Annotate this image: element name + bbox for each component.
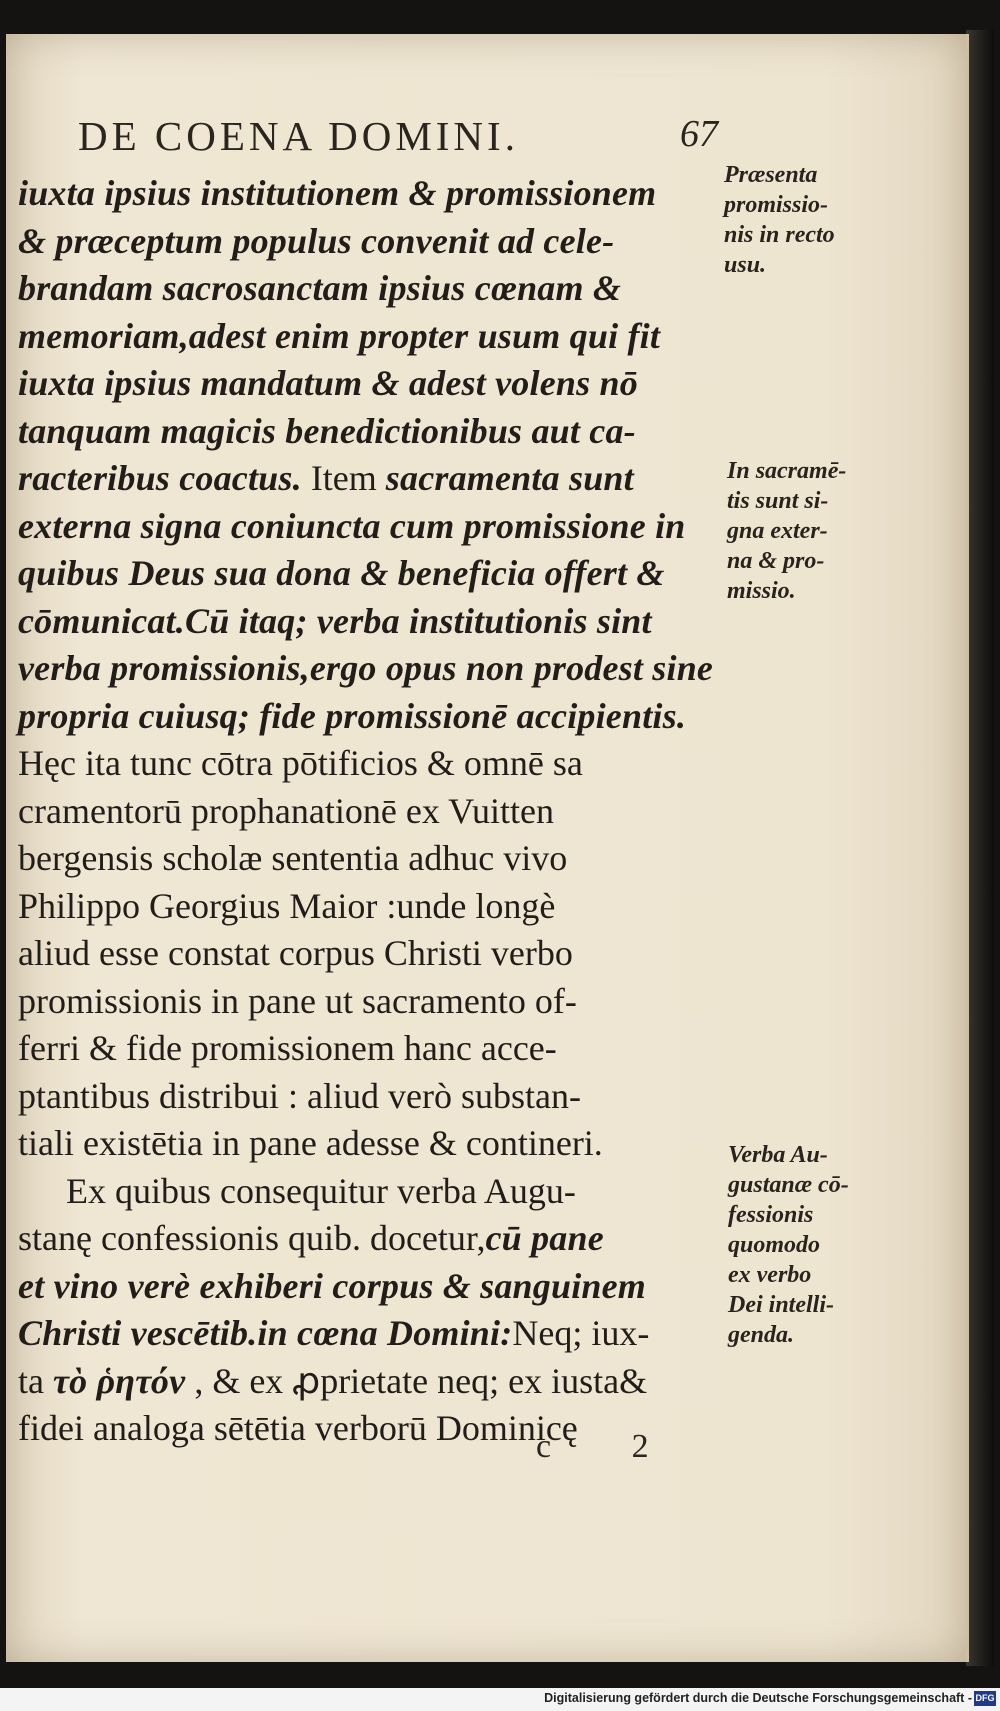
signature-mark: c 2 [536, 1428, 685, 1465]
margin-note-line: na & pro- [727, 548, 825, 574]
text-segment: bergensis scholæ sententia adhuc vivo [18, 838, 568, 878]
text-line [18, 1358, 718, 1406]
text-line [18, 1215, 718, 1263]
margin-note-presentia [724, 160, 835, 280]
text-segment: verba promissionis,ergo opus non prodest sine [18, 648, 714, 688]
text-line [18, 1120, 718, 1168]
text-segment: & præceptum populus convenit ad cele- [18, 220, 615, 261]
margin-note-line: missio. [727, 578, 796, 604]
text-segment: cū pane [485, 1218, 604, 1258]
text-segment: Hęc ita tunc cōtra pōtificios & omnē sa [18, 743, 583, 783]
text-segment: cōmunicat.Cū itaq; verba institutionis sint [18, 600, 652, 641]
text-line [18, 170, 718, 218]
text-segment: stanę confessionis quib. docetur, [18, 1218, 486, 1258]
text-line [18, 835, 718, 883]
text-line [18, 265, 718, 313]
text-segment: quibus Deus sua dona & beneficia offert & [18, 553, 665, 593]
margin-note-line: promissio- [724, 192, 829, 218]
margin-note-line: Verba Au- [728, 1142, 828, 1168]
text-line [18, 978, 718, 1026]
text-line [18, 218, 718, 266]
book-fore-edge [966, 30, 994, 1666]
text-line [18, 598, 718, 646]
text-line [18, 455, 718, 503]
text-segment: τὸ ῥητόν [52, 1360, 186, 1401]
text-line [18, 1168, 718, 1216]
text-segment: iuxta ipsius institutionem & promissionem [18, 173, 657, 213]
text-line [18, 1025, 718, 1073]
text-segment: , & ex ꝓprietate neq; ex iusta& [185, 1360, 648, 1401]
text-segment: racteribus coactus. [18, 458, 302, 498]
margin-note-verba-augustanae [728, 1140, 849, 1350]
margin-note-line: genda. [728, 1322, 794, 1348]
text-segment: et vino verè exhiberi corpus & sanguinem [18, 1265, 646, 1306]
margin-note-line: nis in recto [724, 222, 835, 248]
text-segment: Item [301, 458, 386, 498]
text-segment: iuxta ipsius mandatum & adest volens nō [18, 363, 638, 403]
text-line [18, 503, 718, 551]
text-line [18, 1310, 718, 1358]
digitization-footer [0, 1688, 1000, 1711]
text-line [18, 360, 718, 408]
running-title: DE COENA DOMINI. [78, 113, 519, 159]
page-header [78, 112, 718, 164]
text-segment: ptantibus distribui : aliud verò substan- [18, 1075, 581, 1116]
text-segment: externa signa coniuncta cum promissione in [18, 505, 686, 546]
text-segment: Christi vescētib.in cœna Domini: [18, 1313, 513, 1353]
text-segment: promissionis in pane ut sacramento of- [18, 980, 577, 1021]
text-segment: Ex quibus consequitur verba Augu- [66, 1170, 576, 1211]
body-text [18, 170, 718, 1453]
margin-note-line: Præsenta [724, 162, 818, 188]
text-segment: cramentorū prophanationē ex Vuitten [18, 790, 554, 831]
text-line [18, 693, 718, 741]
margin-note-line: ex verbo [728, 1262, 812, 1288]
text-segment: Neq; iux- [512, 1313, 650, 1353]
text-segment: aliud esse constat corpus Christi verbo [18, 933, 573, 973]
text-line [18, 1073, 718, 1121]
page-number: 67 [680, 113, 718, 155]
margin-note-in-sacramentis [727, 456, 846, 606]
text-segment: fidei analoga sētētia verborū Dominicę [18, 1408, 578, 1448]
text-line [18, 883, 718, 931]
text-line [18, 930, 718, 978]
text-segment: propria cuiusq; fide promissionē accipientis. [18, 695, 687, 736]
text-segment: Philippo Georgius Maior :unde longè [18, 885, 556, 926]
margin-note-line: quomodo [728, 1232, 821, 1258]
text-segment: memoriam,adest enim propter usum qui fit [18, 315, 661, 356]
dfg-logo: DFG [974, 1691, 996, 1706]
margin-note-line: tis sunt si- [727, 488, 829, 514]
margin-note-line: gna exter- [727, 518, 828, 544]
margin-note-line: In sacramē- [727, 458, 847, 484]
margin-note-line: fessionis [728, 1202, 814, 1228]
text-line [18, 645, 718, 693]
text-line [18, 788, 718, 836]
text-line [18, 408, 718, 456]
margin-note-line: usu. [724, 252, 767, 278]
footer-credit: Digitalisierung gefördert durch die Deutsche Forschungsgemeinschaft - [544, 1691, 972, 1705]
text-line [18, 313, 718, 361]
text-segment: sacramenta sunt [385, 458, 634, 498]
text-segment: brandam sacrosanctam ipsius cœnam & [18, 268, 622, 308]
text-segment: tiali existētia in pane adesse & contineri. [18, 1123, 603, 1163]
text-segment: ferri & fide promissionem hanc acce- [18, 1028, 557, 1068]
text-line [18, 740, 718, 788]
text-line [18, 1263, 718, 1311]
text-segment: ta [18, 1360, 53, 1401]
text-segment: tanquam magicis benedictionibus aut ca- [18, 410, 636, 451]
text-line [18, 550, 718, 598]
margin-note-line: gustanæ cō- [728, 1172, 849, 1198]
margin-note-line: Dei intelli- [728, 1292, 834, 1318]
